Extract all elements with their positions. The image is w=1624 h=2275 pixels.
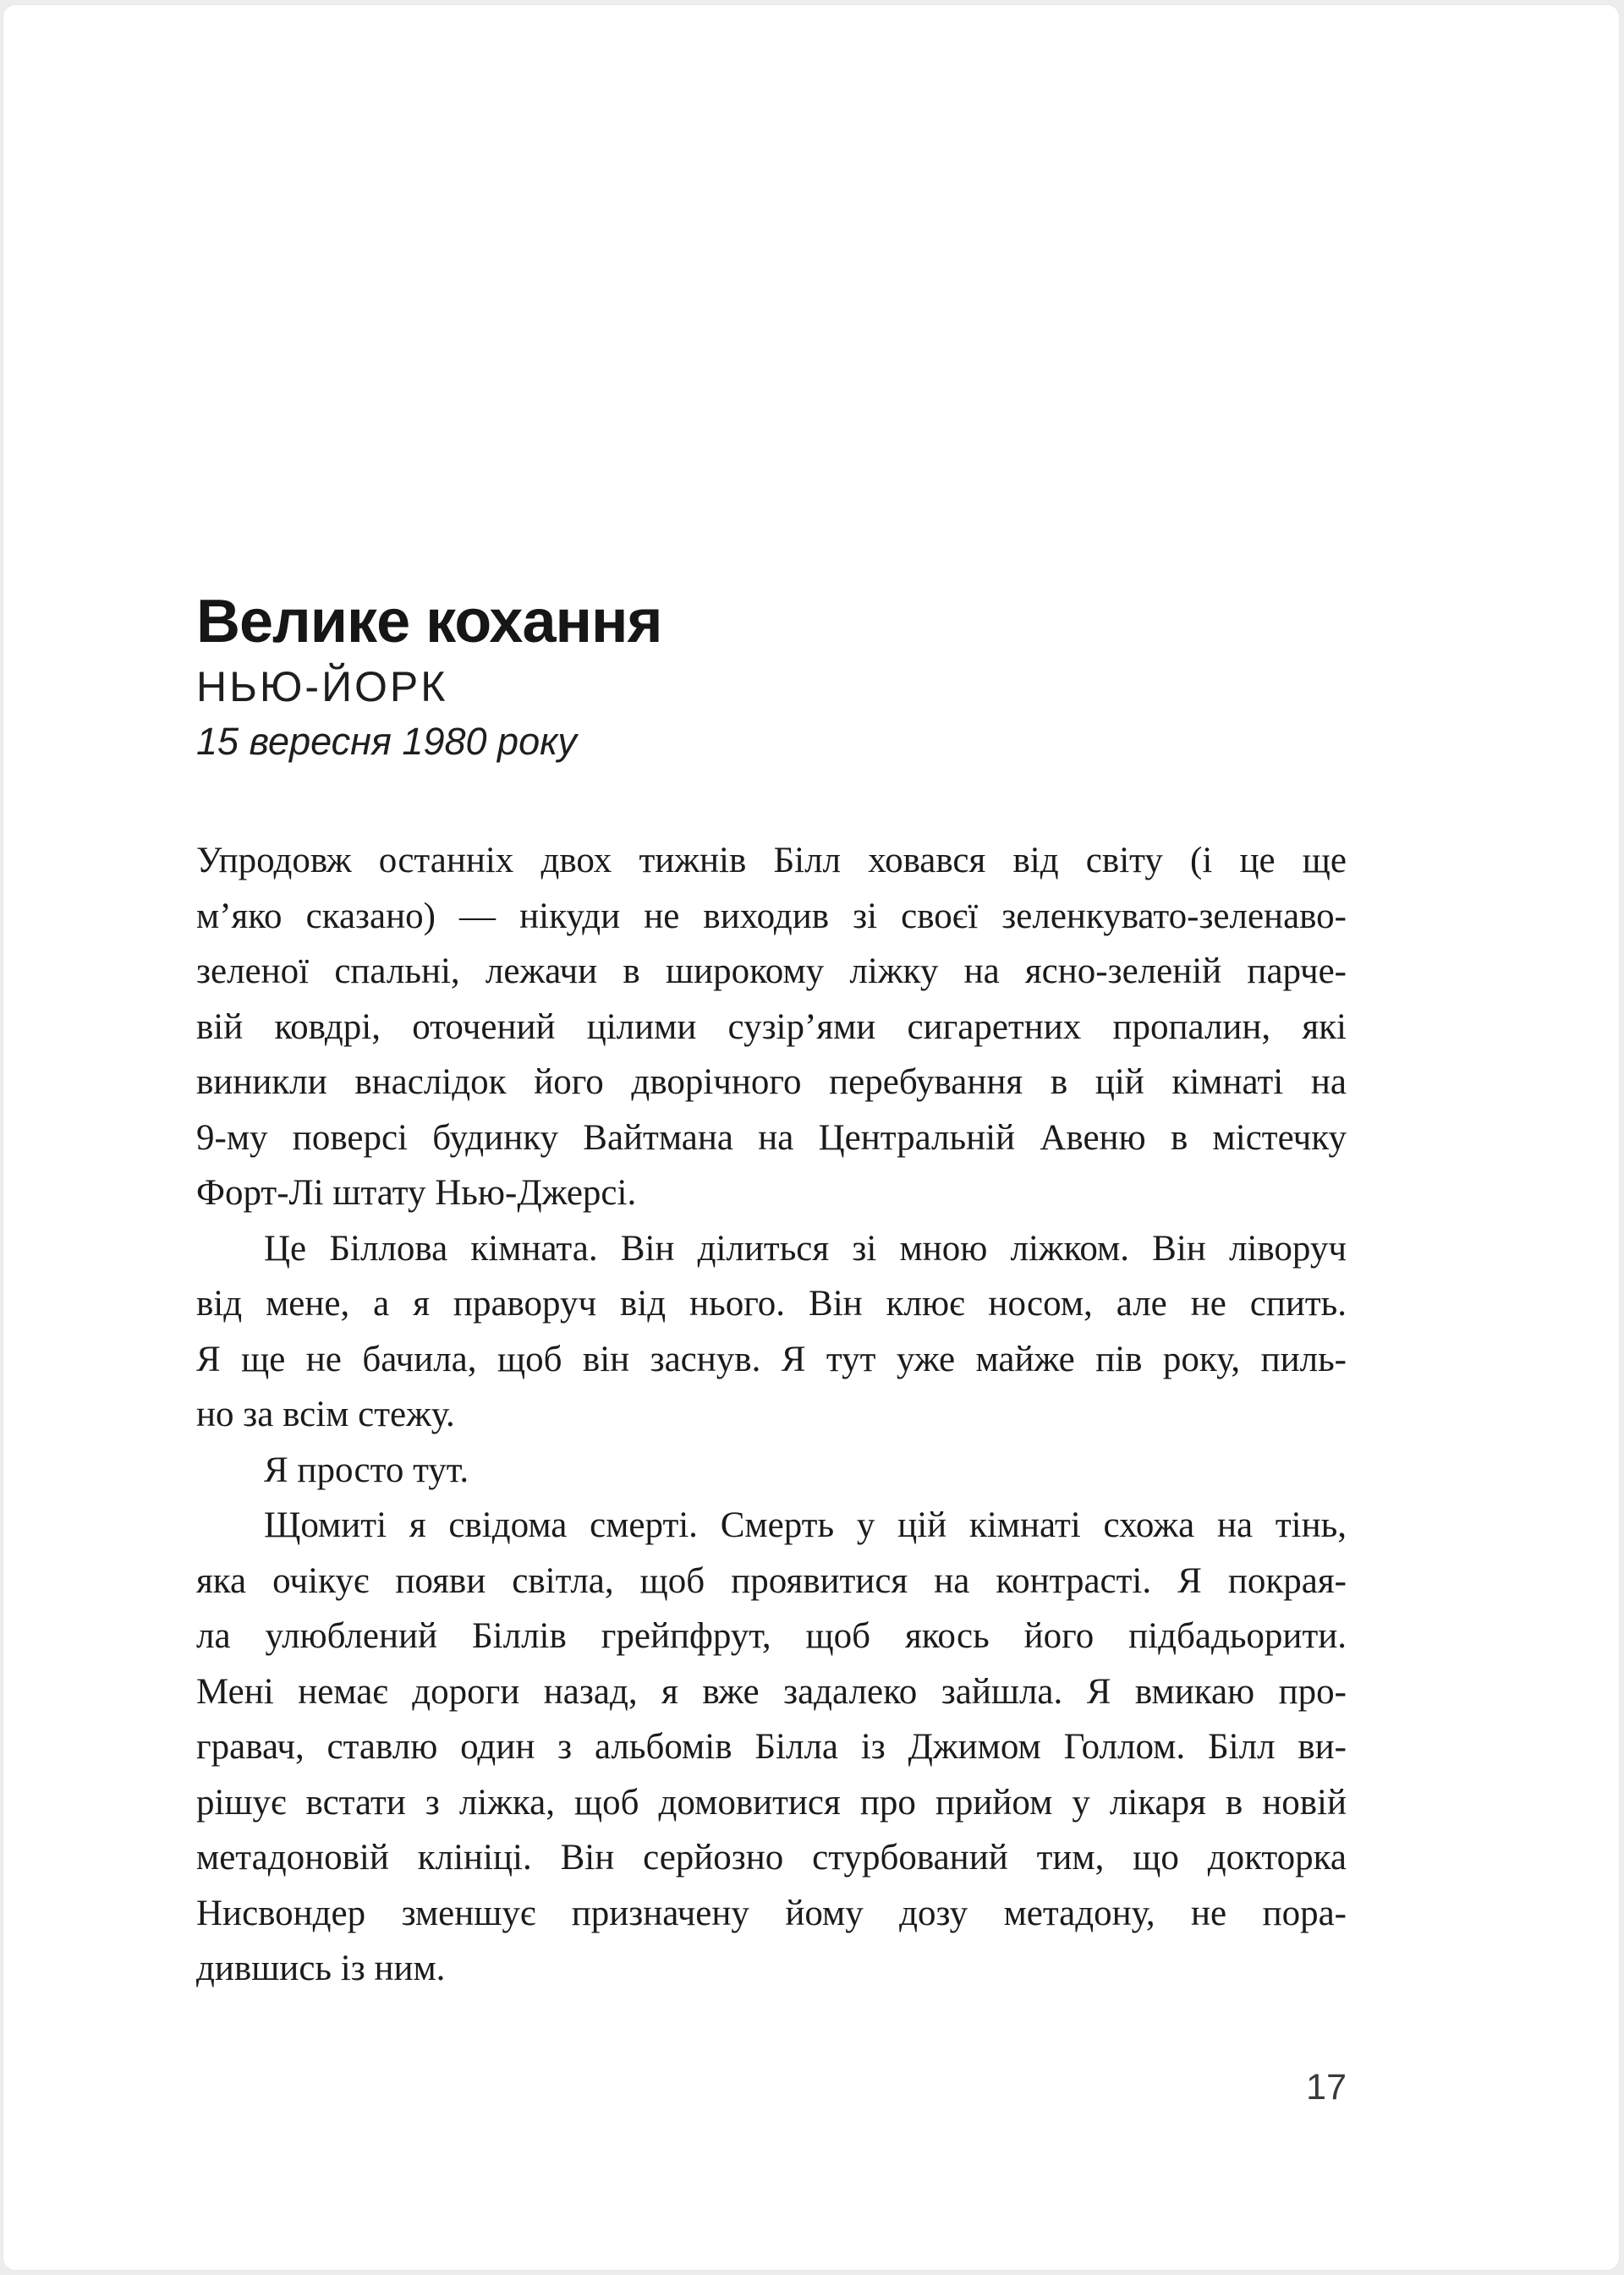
paragraph — [196, 1221, 1347, 1443]
text-line: Я просто тут. — [264, 1450, 469, 1490]
chapter-date: 15 вересня 1980 року — [196, 720, 577, 763]
text-line: виникли внаслідок його дворічного перебування в цій кімнаті на — [196, 1062, 1347, 1102]
text-line: метадоновій клініці. Він серйозно стурбований тим, що докторка — [196, 1838, 1347, 1878]
text-line: 9-му поверсі будинку Вайтмана на Центральній Авеню в містечку — [196, 1117, 1347, 1158]
page-number: 17 — [1306, 2067, 1347, 2108]
chapter-subtitle-location: НЬЮ-ЙОРК — [196, 663, 448, 710]
body-text — [196, 833, 1347, 1997]
text-line: но за всім стежу. — [196, 1395, 455, 1434]
text-line: від мене, а я праворуч від нього. Він клює носом, але не спить. — [196, 1284, 1347, 1324]
text-line: яка очікує появи світла, щоб проявитися на контрасті. Я покрая- — [196, 1560, 1347, 1601]
text-line: дившись із ним. — [196, 1949, 446, 1988]
text-line: Щомиті я свідома смерті. Смерть у цій кімнаті схожа на тінь, — [264, 1505, 1347, 1545]
paragraph — [196, 833, 1347, 1221]
book-page — [3, 5, 1619, 2270]
text-line: зеленої спальні, лежачи в широкому ліжку на ясно-зеленій парче- — [196, 951, 1347, 991]
page-content — [196, 588, 1347, 1997]
text-line: Я ще не бачила, щоб він заснув. Я тут уже майже пів року, пиль- — [196, 1339, 1347, 1379]
text-line: вій ковдрі, оточений цілими сузір’ями сигаретних пропалин, які — [196, 1006, 1347, 1047]
text-line: гравач, ставлю один з альбомів Білла із Джимом Голлом. Білл ви- — [196, 1727, 1347, 1767]
paragraph — [196, 1498, 1347, 1997]
text-line: Форт-Лі штату Нью-Джерсі. — [196, 1173, 637, 1213]
text-line: м’яко сказано) — нікуди не виходив зі своєї зеленкувато-зеленаво- — [196, 896, 1347, 936]
text-line: Це Біллова кімната. Він ділиться зі мною ліжком. Він ліворуч — [264, 1228, 1347, 1269]
text-line: ла улюблений Біллів грейпфрут, щоб якось його підбадьорити. — [196, 1616, 1347, 1656]
text-line: рішує встати з ліжка, щоб домовитися про прийом у лікаря в новій — [196, 1782, 1347, 1823]
text-line: Нисвондер зменшує призначену йому дозу метадону, не пора- — [196, 1893, 1347, 1933]
paragraph — [196, 1443, 1347, 1499]
text-line: Упродовж останніх двох тижнів Білл ховався від світу (і це ще — [196, 841, 1347, 880]
chapter-title: Велике кохання — [196, 588, 662, 655]
text-line: Мені немає дороги назад, я вже задалеко зайшла. Я вмикаю про- — [196, 1671, 1347, 1712]
